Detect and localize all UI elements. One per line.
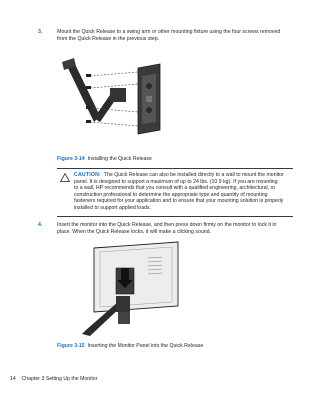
step-3-line-2: from the Quick Release in the previous step. <box>57 36 160 42</box>
figure-3-15-illustration <box>80 238 190 338</box>
figure-3-14-title: Installing the Quick Release <box>87 156 152 162</box>
caution-line-2: panel. It is designed to support a maximum of up to 24 lbs. (10.9 kg). If you are mounting <box>74 178 278 185</box>
figure-3-15-label: Figure 3-15 <box>57 343 85 349</box>
page-footer <box>10 376 97 383</box>
caution-line-3: to a wall, HP recommends that you consult with a qualified engineering, architectural, or <box>74 185 276 192</box>
figure-3-14-caption <box>57 156 152 163</box>
step-3-number: 3. <box>38 29 43 35</box>
warning-triangle-icon <box>60 173 70 182</box>
page-number: 14 <box>10 376 16 382</box>
plate-hole-bottom <box>146 107 152 113</box>
caution-line-4: construction professional to determine the appropriate type and quantity of mounting <box>74 191 268 198</box>
caution-icon <box>60 173 70 182</box>
plate-hole-top <box>146 83 152 89</box>
chapter-title: Chapter 3 Setting Up the Monitor <box>21 376 98 382</box>
caution-line-6: installed to support applied loads. <box>74 204 151 211</box>
quick-release-mounting-drawing <box>60 52 180 147</box>
arm-mount-head <box>110 88 126 102</box>
monitor-panel-back <box>94 242 178 312</box>
step-4-line-1: Insert the monitor into the Quick Release, and then press down firmly on the monitor to lock it in <box>57 222 277 228</box>
caution-bottom-rule <box>57 216 293 217</box>
caution-label: CAUTION: <box>74 172 101 178</box>
swing-arm-lower <box>66 62 100 122</box>
step-4-text <box>57 222 293 236</box>
caution-top-rule <box>57 168 293 169</box>
step-3-line-1: Mount the Quick Release to a swing arm or other mounting fixture using the four screws removed <box>57 29 281 35</box>
arm-mount-head <box>116 296 130 312</box>
monitor-insert-drawing <box>80 238 190 338</box>
plate-latch <box>146 96 152 102</box>
arm-pivot <box>118 312 130 324</box>
figure-3-14-illustration <box>60 52 180 147</box>
caution-line-5: fasteners required for your application and to ensure that your mounting solution is properly <box>74 198 284 205</box>
step-3-text <box>57 29 293 43</box>
figure-3-15-title: Inserting the Monitor Panel into the Quick Release <box>87 343 204 349</box>
step-4-line-2: place. When the Quick Release locks, it will make a clicking sound. <box>57 229 211 235</box>
caution-line-1: CAUTION: The Quick Release can also be installed directly to a wall to mount the monitor <box>74 172 284 178</box>
figure-3-15-caption <box>57 343 203 350</box>
figure-3-14-label: Figure 3-14 <box>57 156 85 162</box>
caution-text <box>74 172 294 212</box>
step-4-number: 4. <box>38 222 43 228</box>
